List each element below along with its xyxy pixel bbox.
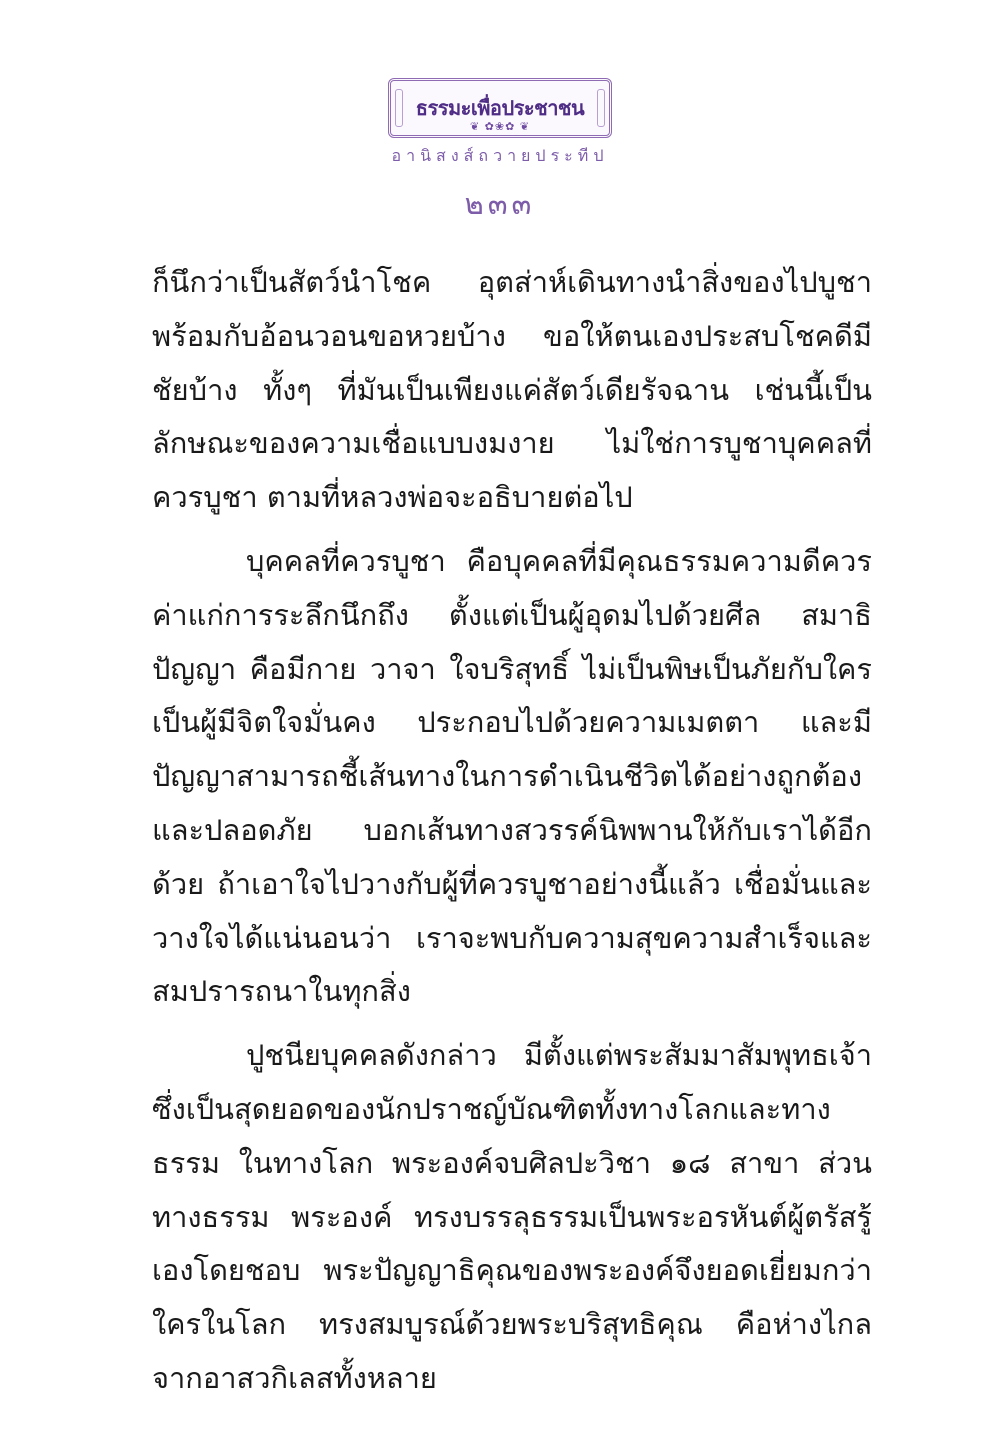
page-number: ๒๓๓ xyxy=(464,187,536,221)
logo-ornament-icon: ❦ ✿❀✿ ❦ xyxy=(469,120,531,133)
paragraph-2: บุคคลที่ควรบูชา คือบุคคลที่มีคุณธรรมความดีควรค่าแก่การระลึกนึกถึง ตั้งแต่เป็นผู้อุดมไปด้วยศีล สมาธิ ปัญญา คือมีกาย วาจา ใจบริสุทธิ์ ไม่เป็นพิษเป็นภัยกับใคร เป็นผู้มีจิตใจมั่นคง ประกอบไปด้วยความเมตตา และมีปัญญาสามารถชี้เส้นทางในการดำเนินชีวิตได้อย่างถูกต้องและปลอดภัย บอกเส้นทางสวรรค์นิพพานให้กับเราได้อีกด้วย ถ้าเอาใจไปวางกับผู้ที่ควรบูชาอย่างนี้แล้ว เชื่อมั่นและวางใจได้แน่นอนว่า เราจะพบกับความสุขความสำเร็จและสมปรารถนาในทุกสิ่ง xyxy=(152,543,872,1009)
paragraph-3: ปูชนียบุคคลดังกล่าว มีตั้งแต่พระสัมมาสัมพุทธเจ้าซึ่งเป็นสุดยอดของนักปราชญ์บัณฑิตทั้งทางโลกและทางธรรม ในทางโลก พระองค์จบศิลปะวิชา ๑๘ สาขา ส่วนทางธรรม พระองค์ ทรงบรรลุธรรมเป็นพระอรหันต์ผู้ตรัสรู้เองโดยชอบ พระปัญญาธิคุณของพระองค์จึงยอดเยี่ยมกว่าใครในโลก ทรงสมบูรณ์ด้วยพระบริสุทธิคุณ คือห่างไกลจากอาสวกิเลสทั้งหลาย xyxy=(152,1038,872,1395)
logo-title: ธรรมะเพื่อประชาชน xyxy=(415,96,585,120)
book-subtitle: อานิสงส์ถวายประทีป xyxy=(391,146,609,165)
book-logo xyxy=(388,78,612,138)
paragraph-1: ก็นึกว่าเป็นสัตว์นำโชค อุตส่าห์เดินทางนำสิ่งของไปบูชาพร้อมกับอ้อนวอนขอหวยบ้าง ขอให้ตนเองประสบโชคดีมีชัยบ้าง ทั้งๆ ที่มันเป็นเพียงแค่สัตว์เดียรัจฉาน เช่นนี้เป็นลักษณะของความเชื่อแบบงมงาย ไม่ใช่การบูชาบุคคลที่ควรบูชา ตามที่หลวงพ่อจะอธิบายต่อไป xyxy=(152,265,872,515)
page-body xyxy=(152,256,872,1406)
page-header xyxy=(0,78,1000,227)
